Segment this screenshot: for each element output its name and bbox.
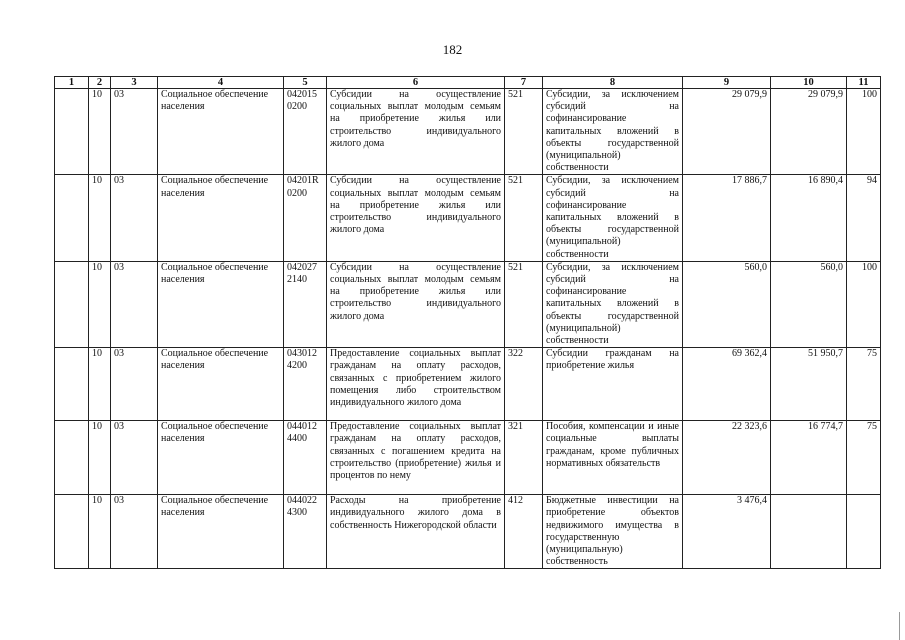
cell-section-name: Социальное обеспечение населения <box>158 421 284 495</box>
cell-expense-code: 521 <box>505 89 543 175</box>
column-header-10: 10 <box>771 77 847 89</box>
cell-percent: 75 <box>847 421 881 495</box>
cell-actual-amount: 16 890,4 <box>771 175 847 261</box>
cell-row-number <box>55 495 89 569</box>
cell-expense-code: 412 <box>505 495 543 569</box>
cell-planned-amount: 17 886,7 <box>683 175 771 261</box>
cell-section-name: Социальное обеспечение населения <box>158 89 284 175</box>
cell-target-name: Расходы на приобретение индивидуального жилого дома в собственность Нижегородской области <box>327 495 505 569</box>
table-row <box>55 175 881 261</box>
cell-section-name: Социальное обеспечение населения <box>158 348 284 421</box>
cell-section: 10 <box>89 495 111 569</box>
cell-section: 10 <box>89 421 111 495</box>
cell-expense-code: 322 <box>505 348 543 421</box>
cell-actual-amount: 51 950,7 <box>771 348 847 421</box>
cell-planned-amount: 560,0 <box>683 261 771 347</box>
cell-expense-name: Субсидии, за исключением субсидий на софинансирование капитальных вложений в объекты государственной (муниципальной) собственности <box>543 261 683 347</box>
cell-subsection: 03 <box>111 421 158 495</box>
cell-section: 10 <box>89 89 111 175</box>
cell-subsection: 03 <box>111 348 158 421</box>
page-number: 182 <box>442 42 463 57</box>
cell-target-name: Предоставление социальных выплат гражданам на оплату расходов, связанных с приобретением жилого помещения либо строительством индивидуального жилого дома <box>327 348 505 421</box>
cell-section: 10 <box>89 348 111 421</box>
table-row <box>55 495 881 569</box>
column-header-9: 9 <box>683 77 771 89</box>
cell-target-code: 043012 4200 <box>284 348 327 421</box>
cell-percent: 94 <box>847 175 881 261</box>
cell-actual-amount: 560,0 <box>771 261 847 347</box>
cell-expense-name: Бюджетные инвестиции на приобретение объектов недвижимого имущества в государственную (муниципальную) собственность <box>543 495 683 569</box>
cell-row-number <box>55 348 89 421</box>
cell-expense-name: Пособия, компенсации и иные социальные выплаты гражданам, кроме публичных нормативных обязательств <box>543 421 683 495</box>
column-header-4: 4 <box>158 77 284 89</box>
cell-target-code: 044012 4400 <box>284 421 327 495</box>
cell-subsection: 03 <box>111 495 158 569</box>
cell-section-name: Социальное обеспечение населения <box>158 261 284 347</box>
cell-expense-code: 521 <box>505 261 543 347</box>
cell-subsection: 03 <box>111 175 158 261</box>
cell-planned-amount: 22 323,6 <box>683 421 771 495</box>
cell-section-name: Социальное обеспечение населения <box>158 175 284 261</box>
cell-target-name: Субсидии на осуществление социальных выплат молодым семьям на приобретение жилья или строительство индивидуального жилого дома <box>327 89 505 175</box>
table-row <box>55 348 881 421</box>
cell-percent: 100 <box>847 261 881 347</box>
column-header-8: 8 <box>543 77 683 89</box>
cell-percent: 100 <box>847 89 881 175</box>
cell-subsection: 03 <box>111 89 158 175</box>
column-header-5: 5 <box>284 77 327 89</box>
cell-target-code: 04201R 0200 <box>284 175 327 261</box>
cell-row-number <box>55 89 89 175</box>
cell-expense-name: Субсидии, за исключением субсидий на софинансирование капитальных вложений в объекты государственной (муниципальной) собственности <box>543 89 683 175</box>
column-header-7: 7 <box>505 77 543 89</box>
cell-percent <box>847 495 881 569</box>
budget-table <box>54 76 881 569</box>
header-row <box>55 77 881 89</box>
column-header-11: 11 <box>847 77 881 89</box>
cell-row-number <box>55 175 89 261</box>
cell-row-number <box>55 261 89 347</box>
column-header-2: 2 <box>89 77 111 89</box>
scan-edge-mark <box>899 612 900 640</box>
cell-target-code: 044022 4300 <box>284 495 327 569</box>
column-header-3: 3 <box>111 77 158 89</box>
cell-planned-amount: 69 362,4 <box>683 348 771 421</box>
cell-target-name: Субсидии на осуществление социальных выплат молодым семьям на приобретение жилья или строительство индивидуального жилого дома <box>327 175 505 261</box>
column-header-6: 6 <box>327 77 505 89</box>
cell-target-code: 042027 2140 <box>284 261 327 347</box>
cell-target-name: Субсидии на осуществление социальных выплат молодым семьям на приобретение жилья или строительство индивидуального жилого дома <box>327 261 505 347</box>
cell-section: 10 <box>89 175 111 261</box>
cell-actual-amount: 29 079,9 <box>771 89 847 175</box>
cell-expense-code: 321 <box>505 421 543 495</box>
cell-target-name: Предоставление социальных выплат гражданам на оплату расходов, связанных с погашением кредита на строительство (приобретение) жилья и процентов по нему <box>327 421 505 495</box>
cell-expense-name: Субсидии, за исключением субсидий на софинансирование капитальных вложений в объекты государственной (муниципальной) собственности <box>543 175 683 261</box>
table-row <box>55 261 881 347</box>
cell-planned-amount: 3 476,4 <box>683 495 771 569</box>
cell-expense-name: Субсидии гражданам на приобретение жилья <box>543 348 683 421</box>
cell-planned-amount: 29 079,9 <box>683 89 771 175</box>
cell-expense-code: 521 <box>505 175 543 261</box>
cell-percent: 75 <box>847 348 881 421</box>
cell-actual-amount <box>771 495 847 569</box>
cell-row-number <box>55 421 89 495</box>
cell-section-name: Социальное обеспечение населения <box>158 495 284 569</box>
table-row <box>55 421 881 495</box>
cell-section: 10 <box>89 261 111 347</box>
cell-target-code: 042015 0200 <box>284 89 327 175</box>
column-header-1: 1 <box>55 77 89 89</box>
cell-subsection: 03 <box>111 261 158 347</box>
table-row <box>55 89 881 175</box>
cell-actual-amount: 16 774,7 <box>771 421 847 495</box>
